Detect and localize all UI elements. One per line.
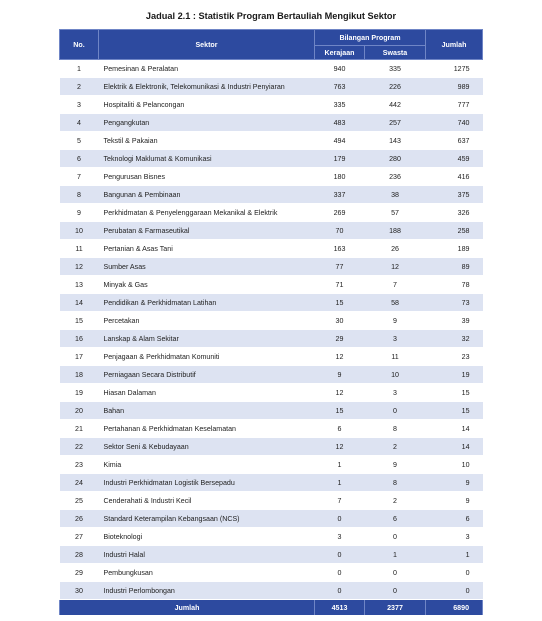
- row-sektor: Cenderahati & Industri Kecil: [99, 492, 315, 510]
- row-swasta: 442: [365, 96, 426, 114]
- row-jumlah: 15: [426, 384, 483, 402]
- row-jumlah: 1275: [426, 60, 483, 78]
- row-no: 23: [60, 456, 99, 474]
- table-row: [60, 240, 483, 258]
- row-swasta: 1: [365, 546, 426, 564]
- table-row: [60, 420, 483, 438]
- row-jumlah: 258: [426, 222, 483, 240]
- row-no: 17: [60, 348, 99, 366]
- table-row: [60, 474, 483, 492]
- row-swasta: 257: [365, 114, 426, 132]
- row-sektor: Sumber Asas: [99, 258, 315, 276]
- row-sektor: Perniagaan Secara Distributif: [99, 366, 315, 384]
- row-swasta: 26: [365, 240, 426, 258]
- row-kerajaan: 483: [315, 114, 365, 132]
- row-jumlah: 32: [426, 330, 483, 348]
- header-no: No.: [60, 30, 99, 60]
- row-kerajaan: 763: [315, 78, 365, 96]
- row-no: 7: [60, 168, 99, 186]
- row-swasta: 2: [365, 492, 426, 510]
- table-row: [60, 456, 483, 474]
- header-jumlah: Jumlah: [426, 30, 483, 60]
- row-kerajaan: 163: [315, 240, 365, 258]
- table-footer: [60, 600, 483, 616]
- row-swasta: 3: [365, 330, 426, 348]
- row-no: 26: [60, 510, 99, 528]
- row-kerajaan: 15: [315, 294, 365, 312]
- table-row: [60, 546, 483, 564]
- row-jumlah: 416: [426, 168, 483, 186]
- row-swasta: 8: [365, 420, 426, 438]
- row-no: 18: [60, 366, 99, 384]
- row-kerajaan: 940: [315, 60, 365, 78]
- header-bilangan-program: Bilangan Program: [315, 30, 426, 46]
- row-sektor: Pemesinan & Peralatan: [99, 60, 315, 78]
- row-swasta: 226: [365, 78, 426, 96]
- row-swasta: 6: [365, 510, 426, 528]
- row-swasta: 9: [365, 312, 426, 330]
- table-row: [60, 132, 483, 150]
- row-sektor: Industri Perkhidmatan Logistik Bersepadu: [99, 474, 315, 492]
- header-sektor: Sektor: [99, 30, 315, 60]
- row-no: 12: [60, 258, 99, 276]
- table-row: [60, 348, 483, 366]
- row-kerajaan: 70: [315, 222, 365, 240]
- row-jumlah: 0: [426, 564, 483, 582]
- row-no: 28: [60, 546, 99, 564]
- row-sektor: Sektor Seni & Kebudayaan: [99, 438, 315, 456]
- table-body: [60, 60, 483, 600]
- row-no: 8: [60, 186, 99, 204]
- row-no: 16: [60, 330, 99, 348]
- row-kerajaan: 77: [315, 258, 365, 276]
- row-no: 4: [60, 114, 99, 132]
- table-row: [60, 402, 483, 420]
- row-jumlah: 326: [426, 204, 483, 222]
- row-kerajaan: 29: [315, 330, 365, 348]
- row-no: 29: [60, 564, 99, 582]
- table-row: [60, 150, 483, 168]
- row-jumlah: 15: [426, 402, 483, 420]
- row-sektor: Pendidikan & Perkhidmatan Latihan: [99, 294, 315, 312]
- row-jumlah: 89: [426, 258, 483, 276]
- row-no: 6: [60, 150, 99, 168]
- total-label: Jumlah: [60, 600, 315, 616]
- row-kerajaan: 9: [315, 366, 365, 384]
- row-kerajaan: 6: [315, 420, 365, 438]
- table-row: [60, 510, 483, 528]
- row-kerajaan: 337: [315, 186, 365, 204]
- table-row: [60, 276, 483, 294]
- row-swasta: 280: [365, 150, 426, 168]
- row-no: 3: [60, 96, 99, 114]
- row-jumlah: 23: [426, 348, 483, 366]
- table-row: [60, 60, 483, 78]
- row-no: 1: [60, 60, 99, 78]
- row-sektor: Industri Halal: [99, 546, 315, 564]
- row-sektor: Tekstil & Pakaian: [99, 132, 315, 150]
- row-jumlah: 14: [426, 438, 483, 456]
- row-swasta: 12: [365, 258, 426, 276]
- row-no: 13: [60, 276, 99, 294]
- row-kerajaan: 12: [315, 438, 365, 456]
- row-no: 11: [60, 240, 99, 258]
- table-row: [60, 528, 483, 546]
- row-kerajaan: 179: [315, 150, 365, 168]
- row-jumlah: 9: [426, 474, 483, 492]
- row-sektor: Elektrik & Elektronik, Telekomunikasi & Industri Penyiaran: [99, 78, 315, 96]
- row-sektor: Perkhidmatan & Penyelenggaraan Mekanikal & Elektrik: [99, 204, 315, 222]
- row-jumlah: 73: [426, 294, 483, 312]
- row-jumlah: 6: [426, 510, 483, 528]
- table-row: [60, 438, 483, 456]
- row-kerajaan: 0: [315, 510, 365, 528]
- row-no: 10: [60, 222, 99, 240]
- table-row: [60, 564, 483, 582]
- row-sektor: Hiasan Dalaman: [99, 384, 315, 402]
- row-no: 22: [60, 438, 99, 456]
- row-no: 15: [60, 312, 99, 330]
- row-no: 25: [60, 492, 99, 510]
- row-kerajaan: 15: [315, 402, 365, 420]
- row-no: 9: [60, 204, 99, 222]
- row-sektor: Bangunan & Pembinaan: [99, 186, 315, 204]
- row-kerajaan: 71: [315, 276, 365, 294]
- table-row: [60, 294, 483, 312]
- row-jumlah: 19: [426, 366, 483, 384]
- total-jumlah: 6890: [426, 600, 483, 616]
- row-kerajaan: 335: [315, 96, 365, 114]
- row-swasta: 11: [365, 348, 426, 366]
- row-sektor: Kimia: [99, 456, 315, 474]
- row-kerajaan: 0: [315, 546, 365, 564]
- row-jumlah: 1: [426, 546, 483, 564]
- row-swasta: 58: [365, 294, 426, 312]
- table-row: [60, 312, 483, 330]
- row-sektor: Minyak & Gas: [99, 276, 315, 294]
- row-sektor: Pengurusan Bisnes: [99, 168, 315, 186]
- total-kerajaan: 4513: [315, 600, 365, 616]
- table-row: [60, 366, 483, 384]
- row-sektor: Industri Perlombongan: [99, 582, 315, 600]
- row-sektor: Bahan: [99, 402, 315, 420]
- row-sektor: Percetakan: [99, 312, 315, 330]
- row-kerajaan: 12: [315, 384, 365, 402]
- table-row: [60, 78, 483, 96]
- row-jumlah: 14: [426, 420, 483, 438]
- total-swasta: 2377: [365, 600, 426, 616]
- row-jumlah: 10: [426, 456, 483, 474]
- row-swasta: 9: [365, 456, 426, 474]
- row-sektor: Bioteknologi: [99, 528, 315, 546]
- row-jumlah: 3: [426, 528, 483, 546]
- row-kerajaan: 269: [315, 204, 365, 222]
- table-row: [60, 114, 483, 132]
- row-swasta: 0: [365, 402, 426, 420]
- table-row: [60, 258, 483, 276]
- row-sektor: Pertahanan & Perkhidmatan Keselamatan: [99, 420, 315, 438]
- row-sektor: Pertanian & Asas Tani: [99, 240, 315, 258]
- row-kerajaan: 3: [315, 528, 365, 546]
- statistics-table: [59, 29, 483, 616]
- row-no: 14: [60, 294, 99, 312]
- row-swasta: 0: [365, 564, 426, 582]
- row-no: 5: [60, 132, 99, 150]
- row-kerajaan: 0: [315, 582, 365, 600]
- row-no: 21: [60, 420, 99, 438]
- table-row: [60, 492, 483, 510]
- row-swasta: 8: [365, 474, 426, 492]
- header-swasta: Swasta: [365, 46, 426, 60]
- row-swasta: 38: [365, 186, 426, 204]
- row-sektor: Hospitaliti & Pelancongan: [99, 96, 315, 114]
- row-kerajaan: 494: [315, 132, 365, 150]
- table-row: [60, 222, 483, 240]
- row-sektor: Penjagaan & Perkhidmatan Komuniti: [99, 348, 315, 366]
- row-swasta: 3: [365, 384, 426, 402]
- row-swasta: 57: [365, 204, 426, 222]
- row-jumlah: 78: [426, 276, 483, 294]
- page-title: Jadual 2.1 : Statistik Program Bertauliah Mengikut Sektor: [145, 11, 397, 21]
- row-swasta: 10: [365, 366, 426, 384]
- header-kerajaan: Kerajaan: [315, 46, 365, 60]
- row-swasta: 2: [365, 438, 426, 456]
- table-row: [60, 384, 483, 402]
- table-row: [60, 204, 483, 222]
- row-jumlah: 459: [426, 150, 483, 168]
- row-swasta: 0: [365, 528, 426, 546]
- row-jumlah: 989: [426, 78, 483, 96]
- table-row: [60, 96, 483, 114]
- row-kerajaan: 30: [315, 312, 365, 330]
- table-header: [60, 30, 483, 60]
- table-row: [60, 186, 483, 204]
- row-jumlah: 777: [426, 96, 483, 114]
- table-row: [60, 330, 483, 348]
- row-sektor: Perubatan & Farmaseutikal: [99, 222, 315, 240]
- row-jumlah: 189: [426, 240, 483, 258]
- row-jumlah: 0: [426, 582, 483, 600]
- row-kerajaan: 7: [315, 492, 365, 510]
- row-kerajaan: 12: [315, 348, 365, 366]
- row-no: 19: [60, 384, 99, 402]
- table-row: [60, 168, 483, 186]
- row-no: 30: [60, 582, 99, 600]
- row-jumlah: 637: [426, 132, 483, 150]
- row-no: 20: [60, 402, 99, 420]
- row-swasta: 7: [365, 276, 426, 294]
- row-jumlah: 9: [426, 492, 483, 510]
- row-jumlah: 375: [426, 186, 483, 204]
- row-kerajaan: 1: [315, 474, 365, 492]
- table-row: [60, 582, 483, 600]
- row-sektor: Pengangkutan: [99, 114, 315, 132]
- row-sektor: Lanskap & Alam Sekitar: [99, 330, 315, 348]
- row-jumlah: 740: [426, 114, 483, 132]
- row-no: 27: [60, 528, 99, 546]
- total-row: [60, 600, 483, 616]
- row-swasta: 236: [365, 168, 426, 186]
- row-kerajaan: 0: [315, 564, 365, 582]
- row-swasta: 335: [365, 60, 426, 78]
- row-swasta: 188: [365, 222, 426, 240]
- row-jumlah: 39: [426, 312, 483, 330]
- row-no: 2: [60, 78, 99, 96]
- row-kerajaan: 1: [315, 456, 365, 474]
- row-swasta: 143: [365, 132, 426, 150]
- row-sektor: Teknologi Maklumat & Komunikasi: [99, 150, 315, 168]
- row-sektor: Standard Keterampilan Kebangsaan (NCS): [99, 510, 315, 528]
- row-kerajaan: 180: [315, 168, 365, 186]
- row-swasta: 0: [365, 582, 426, 600]
- row-sektor: Pembungkusan: [99, 564, 315, 582]
- row-no: 24: [60, 474, 99, 492]
